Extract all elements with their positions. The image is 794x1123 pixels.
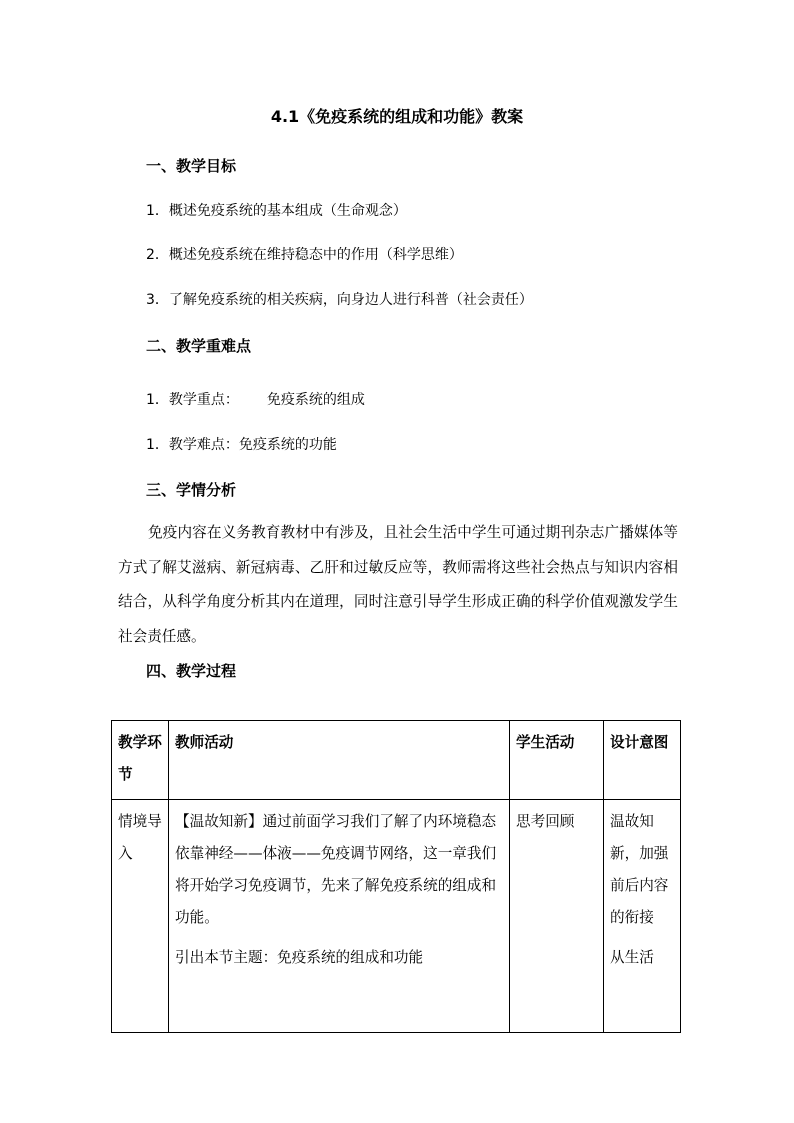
cell-intent <box>604 800 681 1033</box>
header-stage: 教学环节 <box>112 721 169 800</box>
header-teacher: 教师活动 <box>169 721 510 800</box>
teacher-activity-1: 【温故知新】通过前面学习我们了解了内环境稳态依靠神经——体液——免疫调节网络，这一章我们将开始学习免疫调节，先来了解免疫系统的组成和功能。 <box>175 813 497 926</box>
cell-teacher <box>169 800 510 1033</box>
header-intent: 设计意图 <box>604 721 681 800</box>
header-student: 学生活动 <box>510 721 604 800</box>
cell-stage: 情境导入 <box>112 800 169 1033</box>
section-heading-goals: 一、教学目标 <box>146 157 237 175</box>
intent-2: 从生活 <box>610 949 654 966</box>
key-point-label: 1．教学重点： <box>146 392 239 408</box>
section-heading-key-points: 二、教学重难点 <box>146 337 252 355</box>
goal-item-2: 2．概述免疫系统在维持稳态中的作用（科学思维） <box>146 247 463 263</box>
goal-item-3: 3．了解免疫系统的相关疾病，向身边人进行科普（社会责任） <box>146 292 533 308</box>
difficult-point-item: 1．教学难点：免疫系统的功能 <box>146 437 337 453</box>
analysis-text: 免疫内容在义务教育教材中有涉及，且社会生活中学生可通过期刊杂志广播媒体等方式了解艾滋病、新冠病毒、乙肝和过敏反应等，教师需将这些社会热点与知识内容相结合，从科学角度分析其内在道理，同时注意引导学生形成正确的科学价值观激发学生社会责任感。 <box>118 524 678 645</box>
document-title: 4.1《免疫系统的组成和功能》教案 <box>270 107 524 126</box>
section-heading-analysis: 三、学情分析 <box>146 481 237 499</box>
key-point-item <box>146 388 365 412</box>
intent-1: 温故知新，加强前后内容的衔接 <box>610 813 669 926</box>
key-point-value: 免疫系统的组成 <box>266 392 365 408</box>
cell-student: 思考回顾 <box>510 800 604 1033</box>
teacher-activity-2: 引出本节主题：免疫系统的组成和功能 <box>175 949 424 966</box>
analysis-paragraph <box>118 516 678 654</box>
goal-item-1: 1．概述免疫系统的基本组成（生命观念） <box>146 203 407 219</box>
table-header-row <box>112 721 681 800</box>
process-table <box>111 720 681 1033</box>
table-row <box>112 800 681 1033</box>
section-heading-process: 四、教学过程 <box>146 662 237 680</box>
